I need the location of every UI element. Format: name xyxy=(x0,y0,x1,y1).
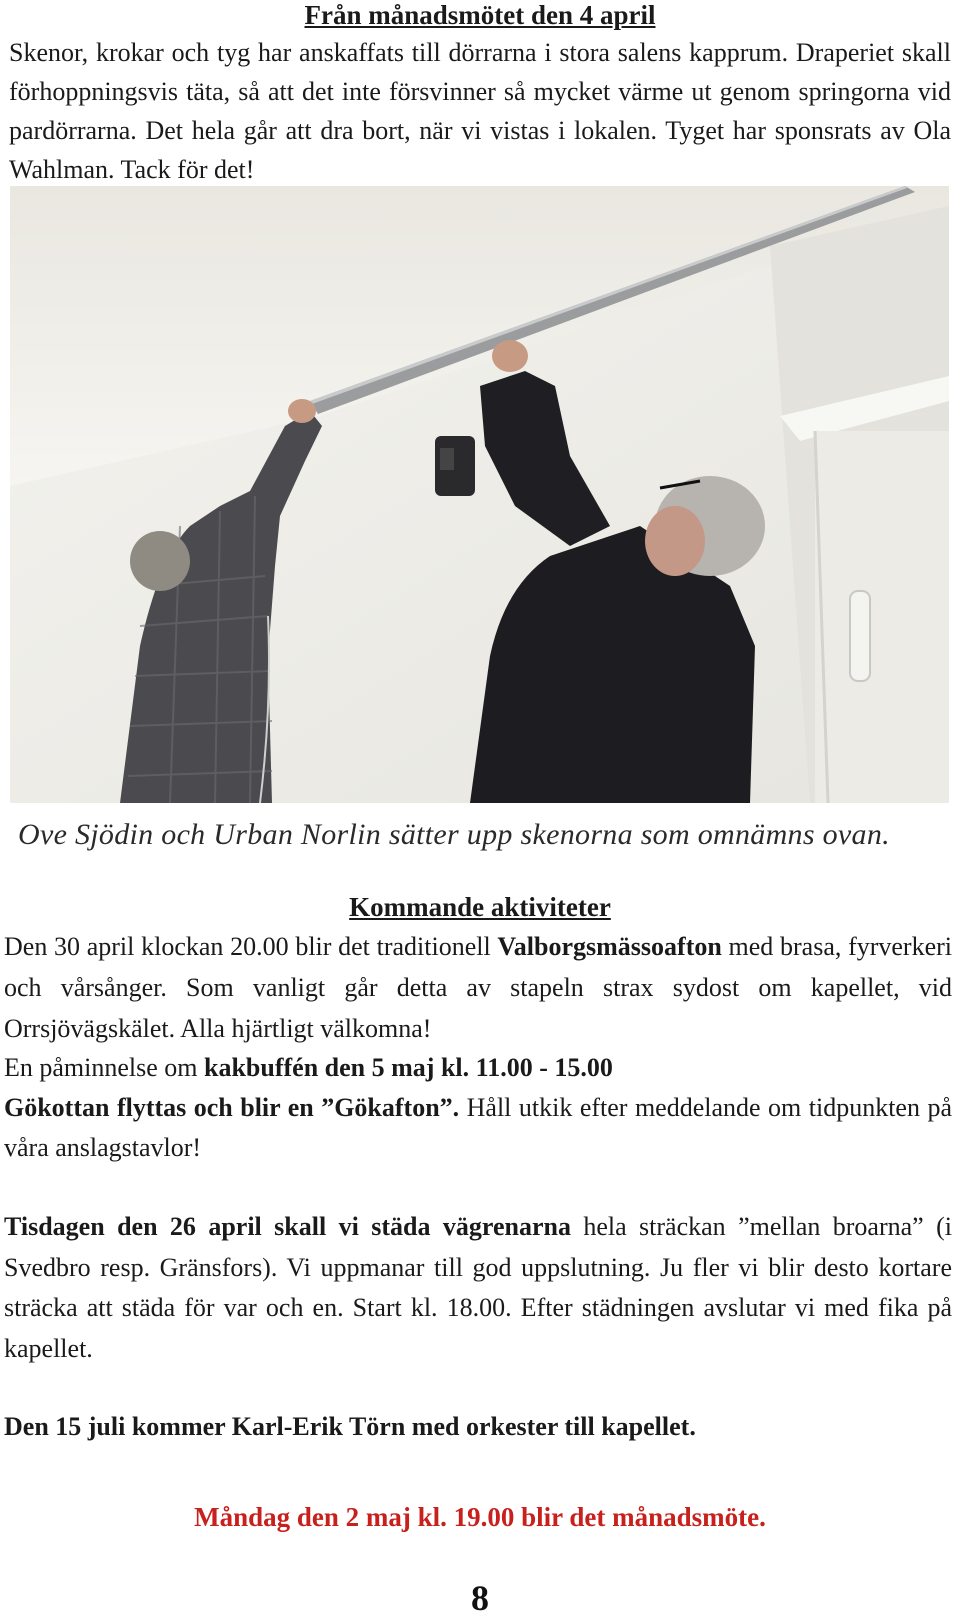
cake-buffet-text: En påminnelse om xyxy=(4,1053,205,1082)
cuckoo-highlight: Gökottan flyttas och blir en ”Gökafton”. xyxy=(4,1093,460,1122)
cake-buffet-reminder xyxy=(4,1050,954,1086)
cuckoo-text: Håll utkik efter meddelande om tidpunkten på våra anslagstavlor! xyxy=(4,1093,952,1162)
roadside-cleanup-highlight: Tisdagen den 26 april skall vi städa vägrenarna xyxy=(4,1212,571,1241)
photo-caption: Ove Sjödin och Urban Norlin sätter upp skenorna som omnämns ovan. xyxy=(18,818,890,851)
concert-announcement: Den 15 juli kommer Karl-Erik Törn med orkester till kapellet. xyxy=(4,1412,696,1441)
page-number: 8 xyxy=(471,1578,489,1618)
valborg-text-end: med brasa, fyrverkeri och vårsånger. Som vanligt går detta av stapeln strax sydost om kapellet, vid Orrsjövägskälet. Alla hjärtligt välkomna! xyxy=(4,932,952,1043)
photo-curtain-rail-installation xyxy=(10,186,949,803)
cake-buffet-highlight: kakbuffén den 5 maj kl. 11.00 - 15.00 xyxy=(204,1053,613,1082)
section-heading-upcoming-activities: Kommande aktiviteter xyxy=(349,892,611,922)
section-heading-monthly-meeting: Från månadsmötet den 4 april xyxy=(304,0,656,30)
roadside-cleanup-paragraph xyxy=(4,1207,952,1369)
valborg-highlight: Valborgsmässoafton xyxy=(497,932,722,961)
cuckoo-paragraph xyxy=(4,1088,952,1168)
monthly-meeting-paragraph: Skenor, krokar och tyg har anskaffats till dörrarna i stora salens kapprum. Draperiet skall förhoppningsvis täta, så att det inte försvinner så mycket värme ut genom springorna vid pardörrarna. Det hela går att dra bort, när vi vistas i lokalen. Tyget har sponsrats av Ola Wahlman. Tack för det! xyxy=(9,38,951,184)
monthly-meeting-reminder: Måndag den 2 maj kl. 19.00 blir det månadsmöte. xyxy=(194,1502,766,1532)
valborg-paragraph xyxy=(4,926,952,1049)
roadside-cleanup-text: hela sträckan ”mellan broarna” (i Svedbro resp. Gränsfors). Vi uppmanar till god uppslutning. Ju fler vi blir desto kortare sträcka att städa för var och en. Start kl. 18.00. Efter städningen avslutar vi med fika på kapellet. xyxy=(4,1212,952,1363)
valborg-text-start: Den 30 april klockan 20.00 blir det traditionell xyxy=(4,932,498,961)
